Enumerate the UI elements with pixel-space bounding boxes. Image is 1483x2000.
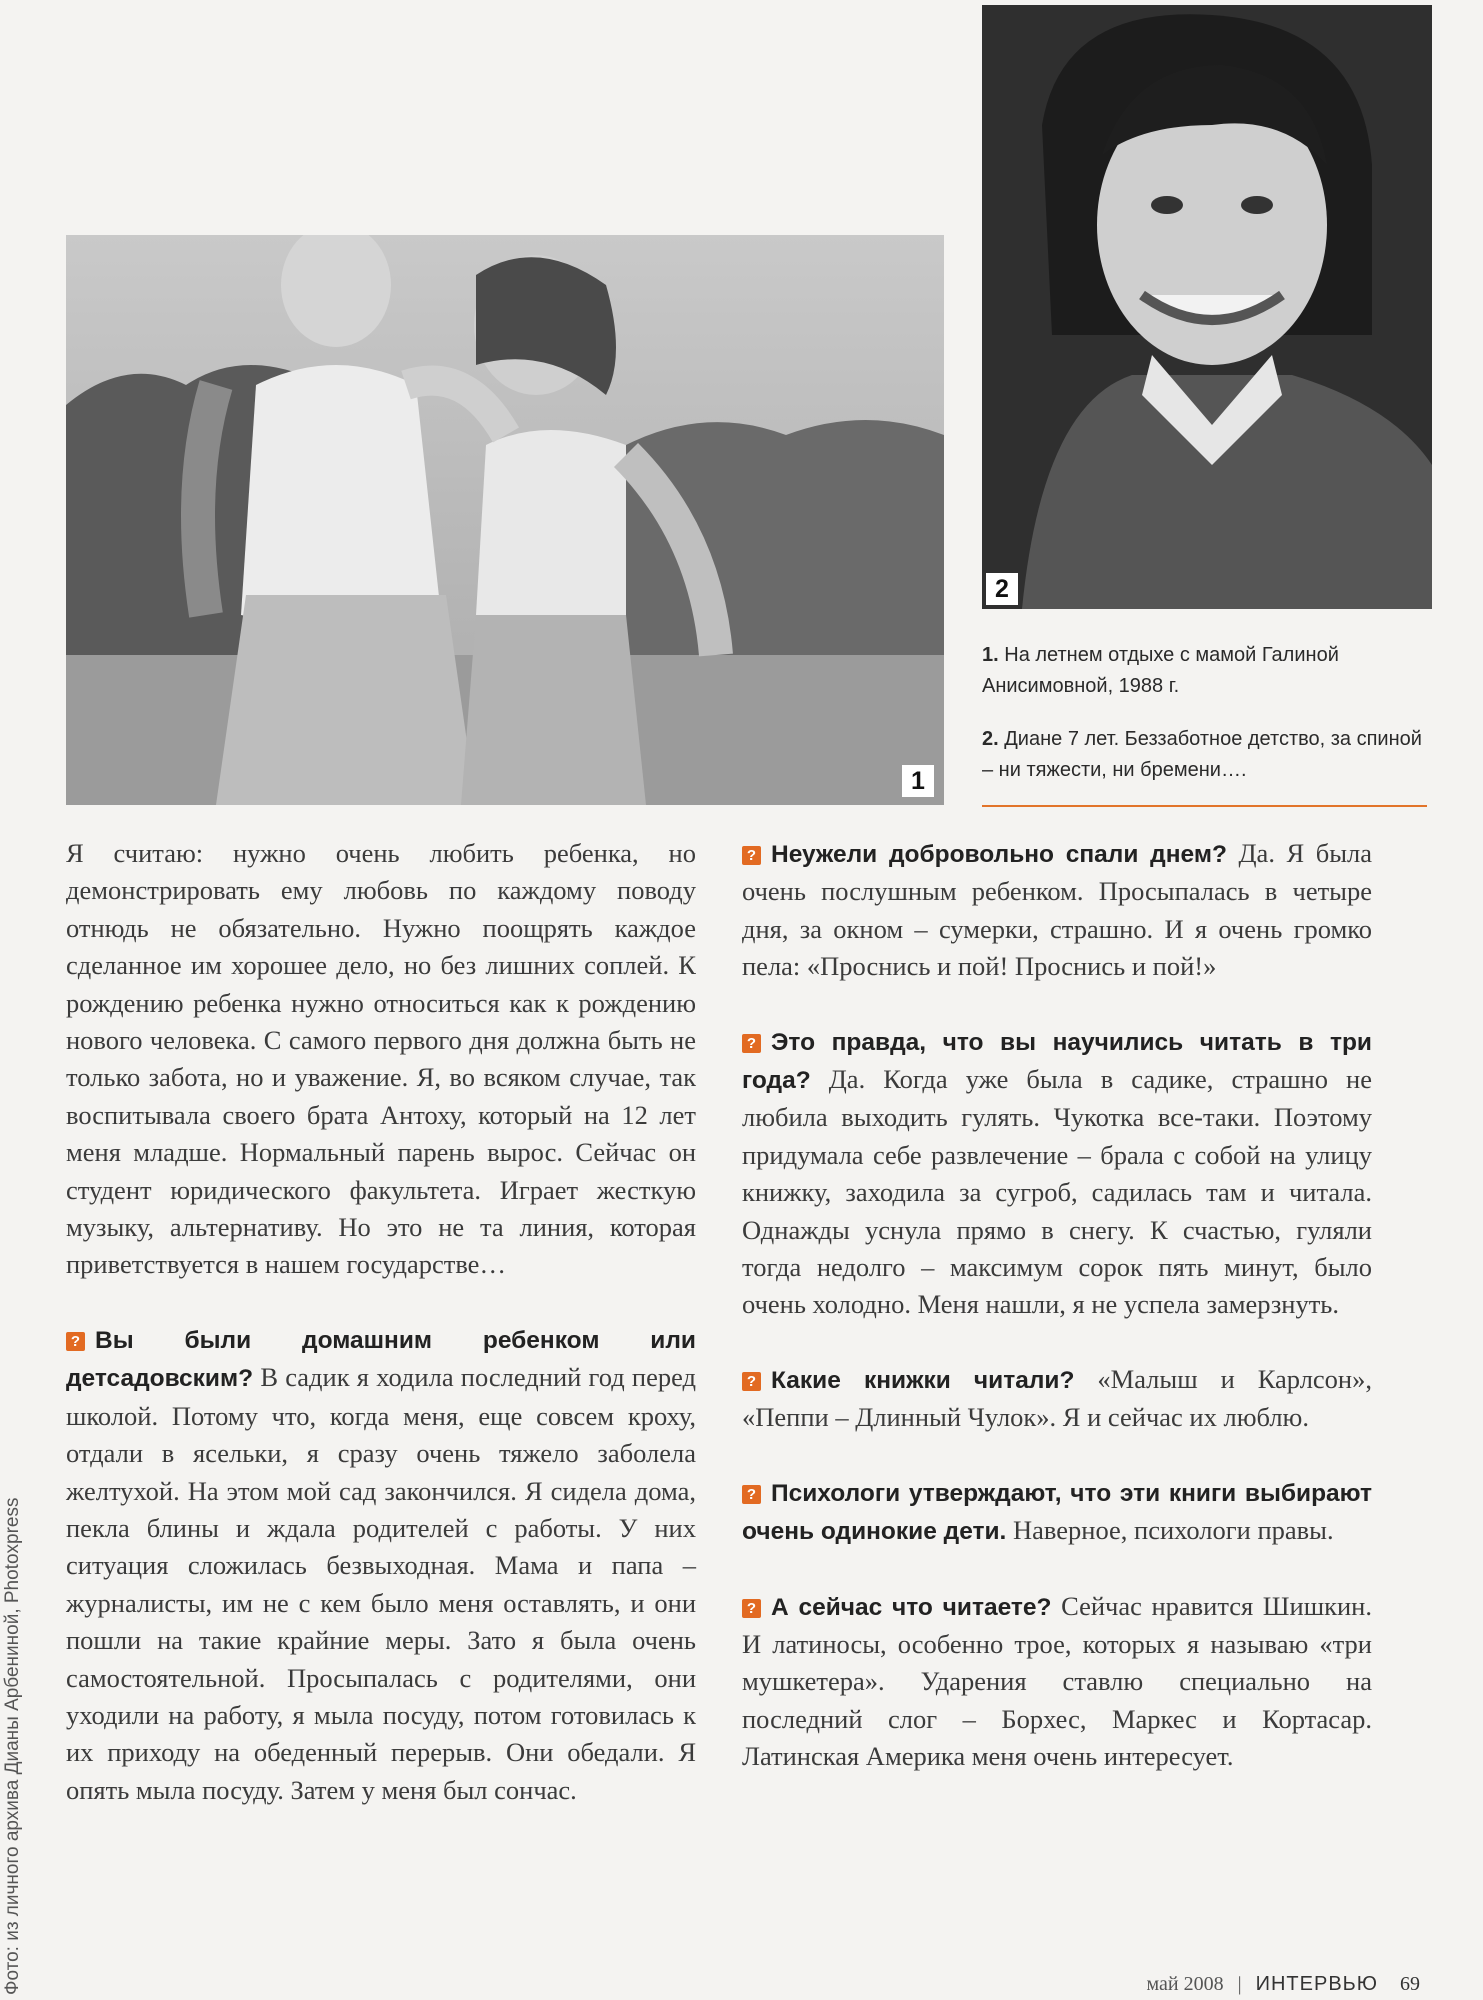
qa-block	[742, 835, 1372, 986]
answer: Да. Когда уже была в садике, страшно не любила выходить гулять. Чукотка все-таки. Поэтому придумала себе развлечение – брала с собой на улицу книжку, заходила за сугроб, садилась там и читала. Однажды уснула прямо в снегу. К счастью, гуляли тогда недолго – максимум сорок пять минут, было очень холодно. Меня нашли, я не успела замерзнуть.	[742, 1064, 1372, 1320]
caption-text: Диане 7 лет. Беззаботное детство, за спиной – ни тяжести, ни бремени….	[982, 728, 1422, 781]
answer: В садик я ходила последний год перед школой. Потому что, когда меня, еще совсем кроху, отдали в ясельки, я сразу очень тяжело заболела желтухой. На этом мой сад закончился. Я сидела дома, пекла блины и ждала родителей с работы. У них ситуация сложилась безвыходная. Мама и папа – журналисты, им не с кем было меня оставлять, и они пошли на такие крайние меры. Зато я была очень самостоятельной. Просыпалась с родителями, они уходили на работу, я мыла посуду, потом готовилась к их приходу на обеденный перерыв. Они обедали. Я опять мыла посуду. Затем у меня был сончас.	[66, 1362, 696, 1805]
question-icon: ?	[742, 846, 761, 865]
question: Какие книжки читали?	[771, 1366, 1075, 1394]
photo-credit: Фото: из личного архива Дианы Арбениной, Photoxpress	[2, 1497, 23, 1995]
page-number: 69	[1400, 1973, 1420, 1995]
photo-1-image	[66, 235, 944, 805]
qa-block	[742, 1361, 1372, 1437]
qa-block	[742, 1588, 1372, 1776]
answer: Да. Я была очень послушным ребенком. Просыпалась в четыре дня, за окном – сумерки, страшно. И я очень громко пела: «Проснись и пой! Проснись и пой!»	[742, 838, 1373, 982]
answer: «Малыш и Карлсон», «Пеппи – Длинный Чулок». Я и сейчас их люблю.	[742, 1363, 1372, 1433]
footer-separator: |	[1237, 1973, 1242, 1995]
answer: Сейчас нравится Шишкин. И латиносы, особенно трое, которых я называю «три мушкетера». Ударения ставлю специально на последний слог – Борхес, Маркес и Кортасар. Латинская Америка меня очень интересует.	[742, 1590, 1372, 1772]
question-icon: ?	[742, 1372, 761, 1391]
page-footer	[1146, 1969, 1420, 1999]
qa-block	[66, 1321, 696, 1809]
answer: Наверное, психологи правы.	[1013, 1515, 1334, 1546]
section-name: ИНТЕРВЬЮ	[1255, 1973, 1378, 1995]
photo-2-image	[982, 5, 1432, 609]
question-icon: ?	[742, 1034, 761, 1053]
caption-number: 2.	[982, 728, 999, 750]
caption-divider	[982, 805, 1427, 807]
question-icon: ?	[742, 1485, 761, 1504]
question-icon: ?	[66, 1332, 85, 1351]
article-column-right	[742, 835, 1372, 1776]
caption-text: На летнем отдыхе с мамой Галиной Анисимовной, 1988 г.	[982, 644, 1339, 697]
photo-child-portrait	[982, 5, 1432, 609]
photo-mother-and-daughter	[66, 235, 944, 805]
article-column-left	[66, 835, 696, 1809]
caption-2	[982, 724, 1422, 786]
question-icon: ?	[742, 1599, 761, 1618]
qa-block	[742, 1474, 1372, 1551]
question: Это правда, что вы научились читать в три года?	[742, 1028, 1372, 1095]
issue-date: май 2008	[1146, 1973, 1224, 1995]
question: Вы были домашним ребенком или детсадовским?	[66, 1326, 696, 1393]
caption-1	[982, 640, 1422, 702]
photo-number-badge: 1	[902, 765, 934, 797]
question: Неужели добровольно спали днем?	[771, 841, 1227, 868]
caption-number: 1.	[982, 644, 999, 666]
qa-block	[742, 1023, 1372, 1324]
photo-captions	[982, 640, 1422, 808]
photo-number-badge: 2	[986, 573, 1018, 605]
question: А сейчас что читаете?	[771, 1593, 1052, 1621]
question: Психологи утверждают, что эти книги выбирают очень одинокие дети.	[742, 1479, 1372, 1546]
intro-paragraph: Я считаю: нужно очень любить ребенка, но демонстрировать ему любовь по каждому поводу отнюдь не обязательно. Нужно поощрять каждое сделанное им хорошее дело, но без лишних соплей. К рождению ребенка нужно относиться как к рождению нового человека. С самого первого дня должна быть не только забота, но и уважение. Я, во всяком случае, так воспитывала своего брата Антоху, который на 12 лет меня младше. Нормальный парень вырос. Сейчас он студент юридического факультета. Играет жесткую музыку, альтернативу. Но это не та линия, которая приветствуется в нашем государстве…	[66, 838, 696, 1280]
